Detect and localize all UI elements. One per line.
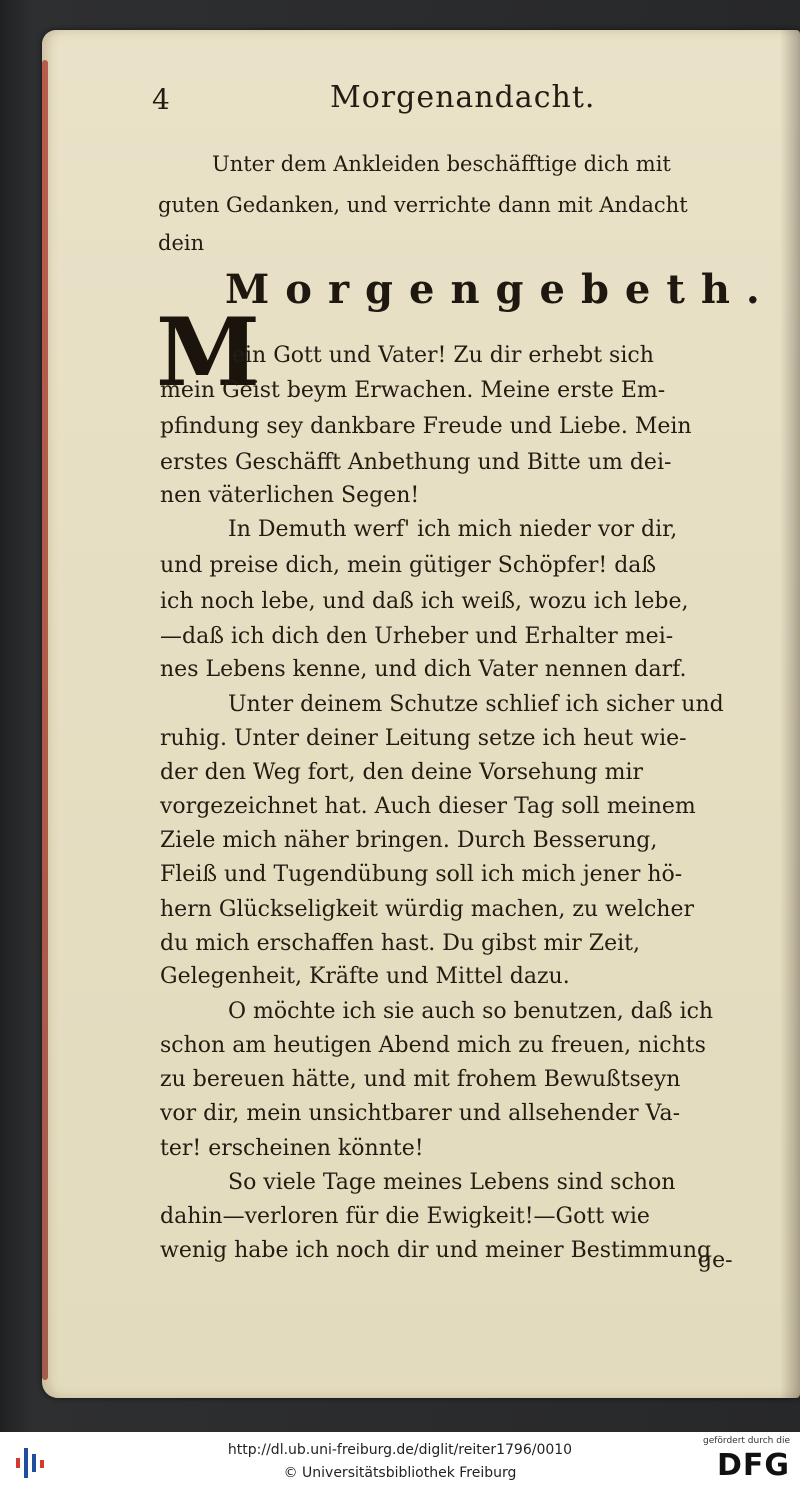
copyright-text: © Universitätsbibliothek Freiburg xyxy=(283,1465,517,1481)
prayer-title: Morgengebeth. xyxy=(225,266,776,313)
body-line: vor dir, mein unsichtbarer und allsehender Va- xyxy=(160,1101,681,1126)
body-line: In Demuth werf' ich mich nieder vor dir, xyxy=(228,517,678,542)
footer-bar xyxy=(0,1432,800,1491)
body-line: mein Geist beym Erwachen. Meine erste Em- xyxy=(160,378,666,403)
body-line: erstes Geschäfft Anbethung und Bitte um dei- xyxy=(160,450,672,475)
body-line: So viele Tage meines Lebens sind schon xyxy=(228,1170,676,1195)
intro-line-2: guten Gedanken, und verrichte dann mit Andacht xyxy=(158,193,688,217)
catchword: ge- xyxy=(698,1248,733,1273)
body-line: Gelegenheit, Kräfte und Mittel dazu. xyxy=(160,964,570,989)
dfg-logo: DFG xyxy=(716,1448,790,1483)
body-line: wenig habe ich noch dir und meiner Bestimmung xyxy=(160,1238,712,1263)
page-red-edge xyxy=(42,60,48,1380)
body-line: und preise dich, mein gütiger Schöpfer! daß xyxy=(160,553,657,578)
body-line: Fleiß und Tugendübung soll ich mich jener hö- xyxy=(160,862,683,887)
dfg-caption: gefördert durch die xyxy=(703,1436,790,1446)
page-number: 4 xyxy=(152,83,170,116)
body-line: Ziele mich näher bringen. Durch Besserung, xyxy=(160,828,658,853)
body-line: O möchte ich sie auch so benutzen, daß ich xyxy=(228,999,714,1024)
body-line: nen väterlichen Segen! xyxy=(160,483,420,508)
body-line: zu bereuen hätte, und mit frohem Bewußtseyn xyxy=(160,1067,681,1092)
body-line: hern Glückseligkeit würdig machen, zu welcher xyxy=(160,897,695,922)
page-gutter-shadow xyxy=(780,30,800,1398)
body-line: schon am heutigen Abend mich zu freuen, nichts xyxy=(160,1033,706,1058)
running-title: Morgenandacht. xyxy=(330,80,596,115)
body-line: ein Gott und Vater! Zu dir erhebt sich xyxy=(232,343,654,368)
body-line: ruhig. Unter deiner Leitung setze ich heut wie- xyxy=(160,726,687,751)
intro-line-3: dein xyxy=(158,231,205,255)
body-line: ich noch lebe, und daß ich weiß, wozu ich lebe, xyxy=(160,589,689,614)
drop-cap: M xyxy=(156,298,261,408)
source-url-link[interactable]: http://dl.ub.uni-freiburg.de/diglit/reiter1796/0010 xyxy=(227,1442,573,1458)
body-line: pfindung sey dankbare Freude und Liebe. Mein xyxy=(160,414,692,439)
body-line: vorgezeichnet hat. Auch dieser Tag soll meinem xyxy=(160,794,696,819)
body-line: ter! erscheinen könnte! xyxy=(160,1136,424,1161)
body-line: dahin—verloren für die Ewigkeit!—Gott wie xyxy=(160,1204,650,1229)
body-line: du mich erschaffen hast. Du gibst mir Zeit, xyxy=(160,931,640,956)
body-line: der den Weg fort, den deine Vorsehung mir xyxy=(160,760,644,785)
body-line: nes Lebens kenne, und dich Vater nennen darf. xyxy=(160,657,687,682)
body-line: Unter deinem Schutze schlief ich sicher und xyxy=(228,692,724,717)
body-line: —daß ich dich den Urheber und Erhalter mei- xyxy=(160,624,674,649)
intro-line-1: Unter dem Ankleiden beschäfftige dich mit xyxy=(212,152,671,176)
